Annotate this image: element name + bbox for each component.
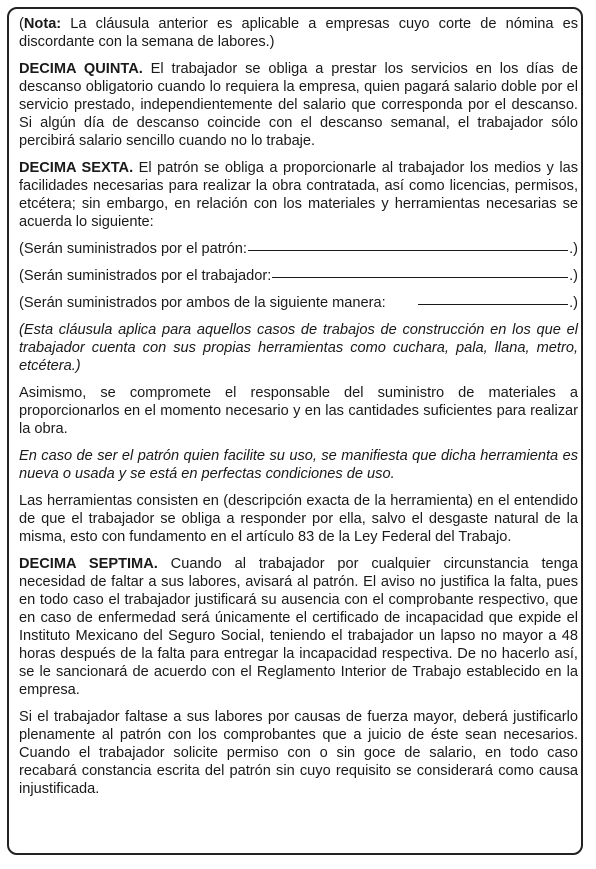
clause-16-heading: DECIMA SEXTA. — [19, 160, 134, 176]
both-supply-label: (Serán suministrados por ambos de la siguiente manera: — [19, 295, 386, 311]
employer-supply-label: (Serán suministrados por el patrón: — [19, 241, 247, 257]
contract-page — [19, 15, 578, 807]
both-supply-blank[interactable] — [418, 304, 568, 305]
force-majeure-paragraph: Si el trabajador faltase a sus labores por causas de fuerza mayor, deberá justificarlo plenamente al patrón con los comprobantes que a juicio de éste sean necesarios. Cuando el trabajador solicite permiso con o sin goce de salario, en todo caso recabará constancia escrita del patrón sin cuyo requisito se considerará como causa injustificada. — [19, 709, 578, 797]
worker-supply-blank[interactable] — [272, 277, 568, 278]
employer-supply-blank[interactable] — [248, 250, 568, 251]
construction-note: (Esta cláusula aplica para aquellos casos de trabajos de construcción en los que el trabajador cuenta con sus propias herramientas como cuchara, pala, llana, metro, etcétera.) — [19, 322, 578, 374]
employer-tools-note: En caso de ser el patrón quien facilite su uso, se manifiesta que dicha herramienta es nueva o usada y se está en perfectas condiciones de uso. — [19, 448, 578, 482]
clause-15-text: El trabajador se obliga a prestar los servicios en los días de descanso obligatorio cuando lo requiera la empresa, quien pagará salario doble por el servicio prestado, independientemente del salario que corresponda por el descanso. Si algún día de descanso coincide con el descanso semanal, el trabajador sólo percibirá salario sencillo cuando no lo trabaje. — [19, 61, 578, 149]
tools-description: Las herramientas consisten en (descripción exacta de la herramienta) en el entendido de que el trabajador se obliga a responder por ella, salvo el desgaste natural de la misma, esto con fundamento en el artículo 83 de la Ley Federal del Trabajo. — [19, 493, 578, 545]
note-paragraph: (Nota: La cláusula anterior es aplicable a empresas cuyo corte de nómina es discordante con la semana de labores.) — [19, 16, 578, 50]
employer-supply-line: (Serán suministrados por el patrón: .) — [19, 241, 578, 257]
note-text: La cláusula anterior es aplicable a empresas cuyo corte de nómina es discordante con la semana de labores.) — [19, 16, 578, 50]
clause-15-paragraph — [19, 60, 578, 150]
clause-16-text: El patrón se obliga a proporcionarle al trabajador los medios y las facilidades necesarias para realizar la obra contratada, así como licencias, permisos, etcétera; sin embargo, en relación con los materiales y herramientas necesarias se acuerda lo siguiente: — [19, 160, 579, 230]
clause-16-paragraph — [19, 159, 578, 231]
supply-responsibility: Asimismo, se compromete el responsable del suministro de materiales a proporcionarlos en el momento necesario y en las cantidades suficientes para realizar la obra. — [19, 385, 578, 437]
clause-17-heading: DECIMA SEPTIMA. — [19, 556, 158, 572]
clause-17-paragraph — [19, 555, 578, 699]
note-label: Nota: — [23, 16, 62, 32]
clause-15-heading: DECIMA QUINTA. — [19, 61, 143, 77]
worker-supply-label: (Serán suministrados por el trabajador: — [19, 268, 272, 284]
both-supply-line: (Serán suministrados por ambos de la siguiente manera: .) — [19, 295, 578, 311]
worker-supply-line: (Serán suministrados por el trabajador: .) — [19, 268, 578, 284]
clause-17-text: Cuando al trabajador por cualquier circunstancia tenga necesidad de faltar a sus labores, avisará al patrón. El aviso no justifica la falta, pues en todo caso el trabajador justificará su ausencia con el comprobante respectivo, que en caso de enfermedad será únicamente el certificado de incapacidad que expide el Instituto Mexicano del Seguro Social, teniendo el trabajador un lapso no mayor a 48 horas después de la falta para entregar la incapacidad respectiva. De no hacerlo así, se le sancionará de acuerdo con el Reglamento Interior de Trabajo establecido en la empresa. — [19, 556, 578, 698]
